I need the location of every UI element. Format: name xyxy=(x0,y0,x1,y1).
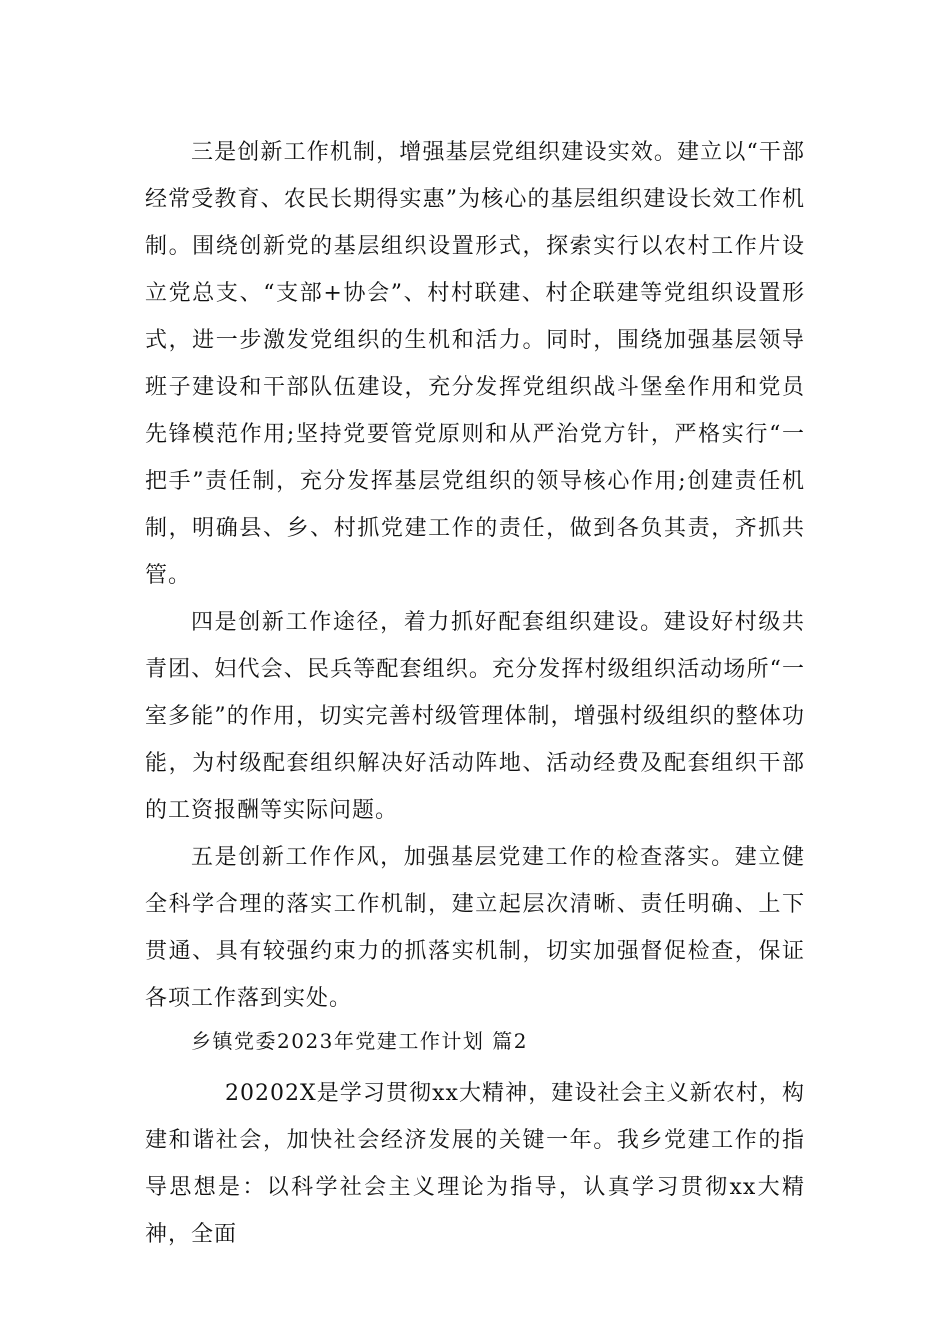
paragraph-supporting-organizations: 四是创新工作途径，着力抓好配套组织建设。建设好村级共青团、妇代会、民兵等配套组织。充分发挥村级组织活动场所“一室多能”的作用，切实完善村级管理体制，增强村级组织的整体功能，为村级配套组织解决好活动阵地、活动经费及配套组织干部的工资报酬等实际问题。 xyxy=(145,610,805,823)
paragraph-work-style: 五是创新工作作风，加强基层党建工作的检查落实。建立健全科学合理的落实工作机制，建立起层次清晰、责任明确、上下贯通、具有较强约束力的抓落实机制，切实加强督促检查，保证各项工作落到实处。 xyxy=(145,845,805,1011)
paragraph-mechanism: 三是创新工作机制，增强基层党组织建设实效。建立以“干部经常受教育、农民长期得实惠”为核心的基层组织建设长效工作机制。围绕创新党的基层组织设置形式，探索实行以农村工作片设立党总支、“支部+协会”、村村联建、村企联建等党组织设置形式，进一步激发党组织的生机和活力。同时，围绕加强基层领导班子建设和干部队伍建设，充分发挥党组织战斗堡垒作用和党员先锋模范作用;坚持党要管党原则和从严治党方针，严格实行“一把手”责任制，充分发挥基层党组织的领导核心作用;创建责任机制，明确县、乡、村抓党建工作的责任，做到各负其责，齐抓共管。 xyxy=(145,140,805,588)
paragraph-guiding-ideology: 20202X是学习贯彻xx大精神，建设社会主义新农村，构建和谐社会，加快社会经济发展的关键一年。我乡党建工作的指导思想是：以科学社会主义理论为指导，认真学习贯彻xx大精神，全面 xyxy=(145,1081,805,1247)
section-heading: 乡镇党委2023年党建工作计划 篇2 xyxy=(191,1029,528,1053)
